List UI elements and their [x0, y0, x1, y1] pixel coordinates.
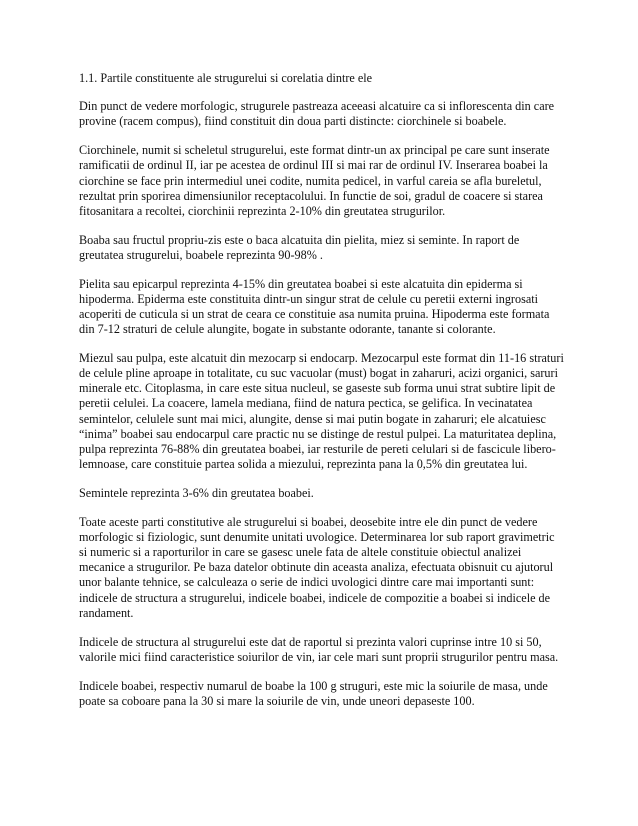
paragraph-indicele-boabei: Indicele boabei, respectiv numarul de boabe la 100 g struguri, este mic la soiurile de masa, unde poate sa coboare pana la 30 si mare la soiurile de vin, unde uneori depaseste 100.	[79, 678, 548, 708]
document-page	[79, 71, 565, 722]
paragraph-pielita: Pielita sau epicarpul reprezinta 4-15% din greutatea boabei si este alcatuita din epiderma si hipoderma. Epiderma este constituita dintr-un singur strat de celule cu peretii externi ingrosati acoperiti de cuticula si un strat de ceara ce constituie asa numita pruina. Hipoderma este formata din 7-12 straturi de celule alungite, bogate in substante odorante, tanante si colorante.	[79, 276, 550, 337]
section-heading: 1.1. Partile constituente ale strugurelui si corelatia dintre ele	[79, 71, 373, 85]
paragraph-indicele-structura: Indicele de structura al strugurelui este dat de raportul si prezinta valori cuprinse intre 10 si 50, valorile mici fiind caracteristice soiurilor de vin, iar cele mari sunt proprii strugurilor pentru masa.	[79, 634, 559, 664]
paragraph-unitati-uvologice: Toate aceste parti constitutive ale strugurelui si boabei, deosebite intre ele din punct de vedere morfologic si fiziologic, sunt denumite unitati uvologice. Determinarea lor sub raport gravimetric si numeric si a raporturilor in care se gasesc unele fata de altele constituie obiectul analizei mecanice a strugurilor. Pe baza datelor obtinute din aceasta analiza, efectuata obisnuit cu ajutorul unor balante tehnice, se calculeaza o serie de indici uvologici dintre care mai importanti sunt: indicele de structura a strugurelui, indicele boabei, indicele de compozitie a boabei si indicele de randament.	[79, 514, 555, 620]
paragraph-semintele: Semintele reprezinta 3-6% din greutatea boabei.	[79, 485, 314, 500]
paragraph-morphology: Din punct de vedere morfologic, strugurele pastreaza aceeasi alcatuire ca si inflorescenta din care provine (racem compus), fiind constituit din doua parti distincte: ciorchinele si boabele.	[79, 99, 555, 129]
paragraph-boaba: Boaba sau fructul propriu-zis este o baca alcatuita din pielita, miez si seminte. In raport de greutatea strugurelui, boabele reprezinta 90-98% .	[79, 232, 520, 262]
paragraph-ciorchinele: Ciorchinele, numit si scheletul strugurelui, este format dintr-un ax principal pe care sunt inserate ramificatii de ordinul II, iar pe acestea de ordinul III si mai rar de ordinul IV. Inserarea boabei la ciorchine se face prin intermediul unei codite, numita pedicel, in varful careia se afla bureletul, rezultat prin sporirea dimensiunilor receptacolului. In functie de soi, gradul de coacere si starea fitosanitara a recoltei, ciorchinii reprezinta 2-10% din greutatea strugurilor.	[79, 143, 550, 218]
paragraph-miezul: Miezul sau pulpa, este alcatuit din mezocarp si endocarp. Mezocarpul este format din 11-16 straturi de celule pline aproape in totalitate, cu suc vacuolar (must) bogat in zaharuri, acizi organici, saruri minerale etc. Citoplasma, in care este situa nucleul, se gaseste sub forma unui strat subtire lipit de peretii celulei. La coacere, lamela mediana, fiind de natura pectica, se gelifica. In vecinatatea semintelor, celulele sunt mai mici, alungite, dense si mai putin bogate in zaharuri; ele alcatuiesc “inima” boabei sau endocarpul care practic nu se distinge de restul pulpei. La maturitatea deplina, pulpa reprezinta 76-88% din greutatea boabei, iar resturile de pereti celulari si de fascicule libero-lemnoase, care constituie partea solida a miezului, reprezinta pana la 0,5% din greutatea lui.	[79, 350, 564, 472]
